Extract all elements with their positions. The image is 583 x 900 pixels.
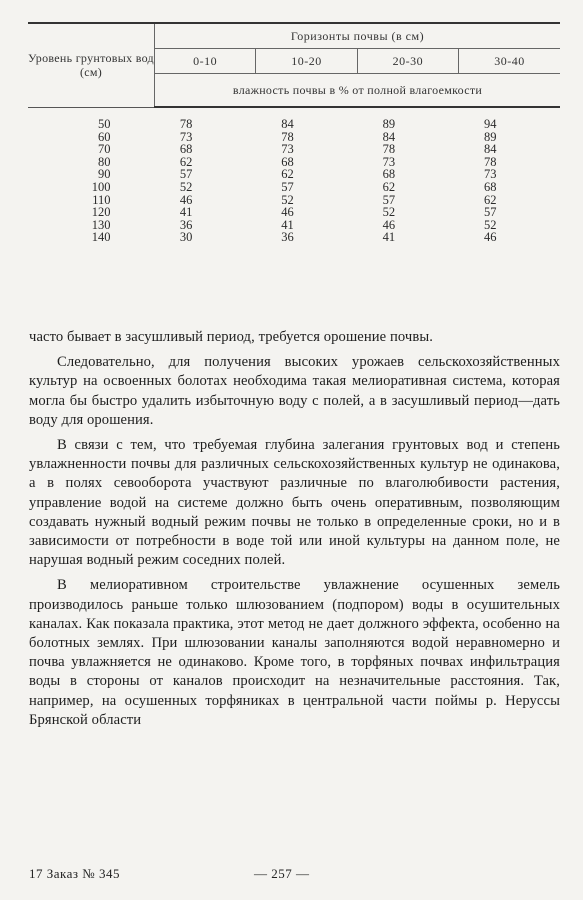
moisture-value-cell: 57 xyxy=(484,205,497,220)
print-signature: 17 Заказ № 345 xyxy=(29,866,120,881)
moisture-value-cell: 46 xyxy=(484,230,497,245)
moisture-value-cell: 89 xyxy=(382,117,396,131)
moisture-value-cell: 46 xyxy=(281,205,294,220)
moisture-value-cell: 52 xyxy=(179,179,193,194)
moisture-value-cell: 78 xyxy=(382,142,396,157)
horizon-range-header: 0-10 xyxy=(155,49,256,74)
page-number: — 257 — xyxy=(254,866,310,881)
table-row xyxy=(28,143,560,156)
moisture-value-cell: 73 xyxy=(382,154,396,169)
moisture-value-cell: 46 xyxy=(179,192,193,207)
moisture-value-cell: 36 xyxy=(179,217,193,232)
moisture-value-cell: 78 xyxy=(484,154,497,169)
moisture-value-cell: 57 xyxy=(382,192,396,207)
moisture-value-cell: 46 xyxy=(382,217,396,232)
moisture-value-cell: 84 xyxy=(281,117,294,131)
groundwater-level-cell: 110 xyxy=(92,192,111,207)
moisture-value-cell: 73 xyxy=(281,142,294,157)
moisture-value-cell: 62 xyxy=(382,179,396,194)
paragraph: Следовательно, для получения высоких урожаев сельскохозяйственных культур на освоенных болотах необходима такая мелиоративная система, которая могла бы быстро удалить избыточную воду с полей, а в засушливый период—дать воду для орошения. xyxy=(29,354,560,428)
groundwater-level-cell: 130 xyxy=(91,217,111,232)
moisture-value-cell: 84 xyxy=(484,142,497,157)
moisture-value-cell: 78 xyxy=(281,129,294,144)
moisture-value-cell: 62 xyxy=(281,167,294,182)
horizon-range-header: 30-40 xyxy=(459,49,560,74)
horizon-range-header: 20-30 xyxy=(357,49,458,74)
moisture-value-cell: 57 xyxy=(179,167,193,182)
moisture-value-cell: 41 xyxy=(382,230,396,245)
moisture-table xyxy=(28,22,560,244)
body-text xyxy=(29,328,560,736)
groundwater-level-cell: 70 xyxy=(98,142,111,157)
groundwater-level-header: Уровень грунтовых вод (см) xyxy=(28,23,155,107)
moisture-value-cell: 52 xyxy=(382,205,396,220)
moisture-unit-header: влажность почвы в % от полной влагоемкости xyxy=(155,74,561,108)
horizon-range-header: 10-20 xyxy=(256,49,357,74)
moisture-value-cell: 52 xyxy=(484,217,497,232)
groundwater-level-cell: 90 xyxy=(98,167,111,182)
moisture-value-cell: 73 xyxy=(484,167,497,182)
moisture-value-cell: 30 xyxy=(179,230,193,245)
soil-horizons-header: Горизонты почвы (в см) xyxy=(155,23,561,49)
groundwater-level-cell: 60 xyxy=(98,129,111,144)
groundwater-level-cell: 120 xyxy=(91,205,111,220)
moisture-value-cell: 36 xyxy=(281,230,294,245)
paragraph: В связи с тем, что требуемая глубина залегания грунтовых вод и степень увлажненности почвы для различных сельскохозяйственных культур не одинакова, а в полях севооборота участвуют различные по влаголюбивости растения, управление водой на системе должно быть очень оперативным, позволяющим создавать нужный водный режим почвы не только в определенные сроки, но и в зависимости от потребности в воде той или иной культуры на данном поле, не нарушая водный режим соседних полей. xyxy=(29,437,560,569)
moisture-value-cell: 52 xyxy=(281,192,294,207)
table-row xyxy=(28,181,560,194)
moisture-value-cell: 68 xyxy=(281,154,294,169)
groundwater-level-cell: 50 xyxy=(98,117,111,131)
moisture-value-cell: 84 xyxy=(382,129,396,144)
paragraph: часто бывает в засушливый период, требуется орошение почвы. xyxy=(29,329,434,345)
moisture-value-cell: 68 xyxy=(382,167,396,182)
moisture-value-cell: 78 xyxy=(179,117,193,131)
moisture-value-cell: 68 xyxy=(179,142,193,157)
moisture-value-cell: 73 xyxy=(179,129,193,144)
moisture-value-cell: 62 xyxy=(179,154,193,169)
moisture-value-cell: 89 xyxy=(484,129,497,144)
table-row xyxy=(28,231,560,244)
moisture-value-cell: 41 xyxy=(179,205,193,220)
moisture-value-cell: 62 xyxy=(484,192,497,207)
moisture-value-cell: 68 xyxy=(484,179,497,194)
moisture-value-cell: 57 xyxy=(281,179,294,194)
groundwater-level-cell: 140 xyxy=(91,230,111,245)
table-row xyxy=(28,206,560,219)
page-footer xyxy=(29,866,560,886)
groundwater-level-cell: 80 xyxy=(98,154,111,169)
moisture-value-cell: 41 xyxy=(281,217,294,232)
table-row xyxy=(28,118,560,131)
moisture-value-cell: 94 xyxy=(484,117,497,131)
paragraph: В мелиоративном строительстве увлажнение осушенных земель производилось раньше только шлюзованием (подпором) воды в осушительных каналах. Как показала практика, этот метод не дает должного эффекта, особенно на болотных землях. При шлюзовании каналы заполняются водой неравномерно и почва увлажняется не одинаково. Кроме того, в торфяных почвах инфильтрация воды в стороны от каналов происходит на незначительные расстояния. Так, например, на осушенных торфяниках в центральной части поймы р. Нерусcы Брянской области xyxy=(29,577,560,728)
groundwater-level-cell: 100 xyxy=(91,179,111,194)
